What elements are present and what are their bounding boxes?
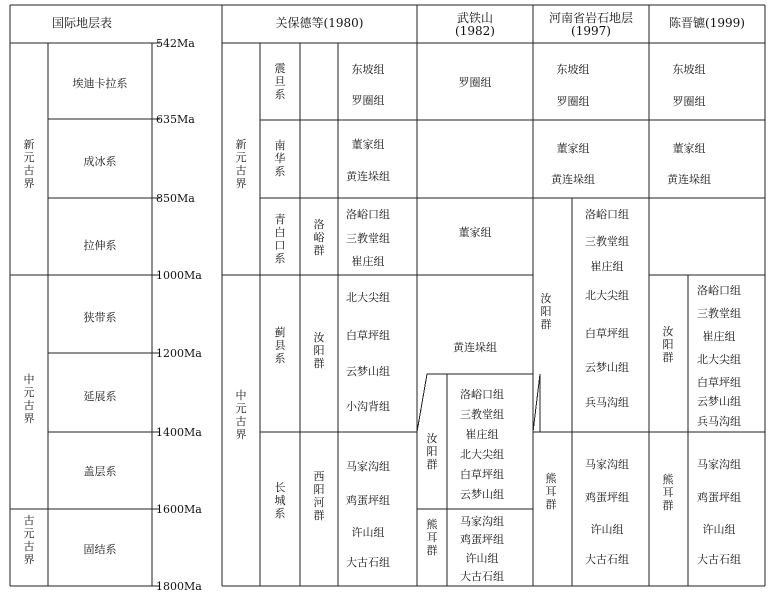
tick-label: 1200Ma [156,347,202,360]
tick-label: 1800Ma [156,580,202,593]
guanbao-formation: 洛峪口组 [346,208,390,221]
henan-formation: 许山组 [590,523,624,536]
henan-formation: 鸡蛋坪组 [585,491,629,504]
wutieshan-formation: 三教堂组 [460,408,504,421]
intl-system: 埃迪卡拉系 [72,77,128,90]
guanbao-formation: 大古石组 [346,556,390,569]
tick-label: 635Ma [156,113,195,126]
henan-formation: 云梦山组 [585,361,629,374]
tick-label: 542Ma [156,37,195,50]
guanbao-formation: 董家组 [351,138,385,151]
wutieshan-formation: 马家沟组 [460,515,504,528]
header-chen: 陈晋镳(1999) [669,16,745,30]
wutieshan-group: 熊耳群 [426,518,438,557]
guanbao-group: 西阳河群 [313,470,325,522]
henan-formation: 董家组 [556,142,590,155]
henan-formation: 洛峪口组 [585,208,629,221]
chen-formation: 董家组 [672,142,706,155]
chen-formation: 兵马沟组 [697,415,741,428]
henan-formation: 白草坪组 [585,327,629,340]
chen-group: 熊耳群 [662,473,674,512]
henan-formation: 东坡组 [556,63,590,76]
henan-formation: 大古石组 [585,553,629,566]
guanbao-formation: 白草坪组 [346,329,390,342]
intl-system: 拉伸系 [83,239,117,252]
intl-system: 固结系 [83,543,117,556]
intl-eon: 中元古界 [23,373,35,425]
guanbao-system: 南华系 [274,139,286,178]
guanbao-group: 洛峪群 [313,218,325,257]
guanbao-formation: 云梦山组 [346,365,390,378]
henan-formation: 崔庄组 [590,260,624,273]
header-henan: 河南省岩石地层 [548,11,633,25]
guanbao-system: 青白口系 [274,213,286,265]
wutieshan-formation: 大古石组 [460,570,504,583]
intl-eon: 新元古界 [23,138,35,190]
guanbao-formation: 马家沟组 [346,460,390,473]
guanbao-group: 汝阳群 [313,331,325,370]
henan-formation: 罗圈组 [556,95,590,108]
wutieshan-formation: 洛峪口组 [460,388,504,401]
henan-formation: 马家沟组 [585,458,629,471]
wutieshan-group: 汝阳群 [426,432,438,471]
guanbao-formation: 崔庄组 [351,255,385,268]
header-wutieshan: 武铁山 [456,11,493,25]
chen-formation: 马家沟组 [697,458,741,471]
intl-system: 延展系 [83,390,117,403]
guanbao-formation: 三教堂组 [346,232,390,245]
tick-label: 1400Ma [156,426,202,439]
guanbao-formation: 东坡组 [351,63,385,76]
wutieshan-formation: 罗圈组 [458,76,492,89]
guanbao-formation: 罗圈组 [351,94,385,107]
tick-label: 850Ma [156,192,195,205]
chen-formation: 白草坪组 [697,376,741,389]
chen-formation: 北大尖组 [697,353,741,366]
wutieshan-formation: 崔庄组 [465,428,499,441]
guanbao-formation: 北大尖组 [346,291,390,304]
tick-label: 1000Ma [156,269,202,282]
wutieshan-formation: 董家组 [458,226,492,239]
header-intl: 国际地层表 [51,16,112,30]
chen-formation: 洛峪口组 [697,284,741,297]
guanbao-system: 震旦系 [274,62,286,101]
header-guanbao: 关保德等(1980) [275,16,364,30]
henan-group: 熊耳群 [545,472,557,511]
wutieshan-formation: 北大尖组 [460,448,504,461]
wutieshan-formation: 许山组 [465,552,499,565]
header-wutieshan-year: (1982) [455,24,495,38]
header-henan-year: (1997) [571,24,611,38]
chen-formation: 崔庄组 [702,330,736,343]
guanbao-formation: 小沟背组 [346,400,390,413]
guanbao-eon: 中元古界 [235,389,247,441]
wutieshan-formation: 黄连垛组 [453,341,497,354]
chen-formation: 三教堂组 [697,307,741,320]
tick-label: 1600Ma [156,503,202,516]
henan-formation: 黄连垛组 [551,173,595,186]
henan-group: 汝阳群 [540,292,552,331]
chen-formation: 罗圈组 [672,95,706,108]
intl-system: 盖层系 [83,465,117,478]
wutieshan-formation: 鸡蛋坪组 [460,533,504,546]
henan-formation: 三教堂组 [585,235,629,248]
guanbao-eon: 新元古界 [235,138,247,190]
chen-formation: 东坡组 [672,63,706,76]
chen-formation: 云梦山组 [697,395,741,408]
wutieshan-formation: 白草坪组 [460,468,504,481]
chen-formation: 黄连垛组 [667,173,711,186]
henan-formation: 兵马沟组 [585,396,629,409]
intl-eon: 古元古界 [23,514,35,566]
guanbao-formation: 许山组 [351,526,385,539]
guanbao-system: 长城系 [274,481,286,520]
guanbao-formation: 鸡蛋坪组 [346,494,390,507]
chen-formation: 鸡蛋坪组 [697,491,741,504]
intl-system: 成冰系 [83,155,117,168]
chen-group: 汝阳群 [662,325,674,364]
guanbao-formation: 黄连垛组 [346,170,390,183]
intl-system: 狭带系 [83,311,117,324]
chen-formation: 许山组 [702,523,736,536]
wutieshan-formation: 云梦山组 [460,488,504,501]
guanbao-system: 蓟县系 [274,326,286,365]
henan-formation: 北大尖组 [585,289,629,302]
chen-formation: 大古石组 [697,553,741,566]
